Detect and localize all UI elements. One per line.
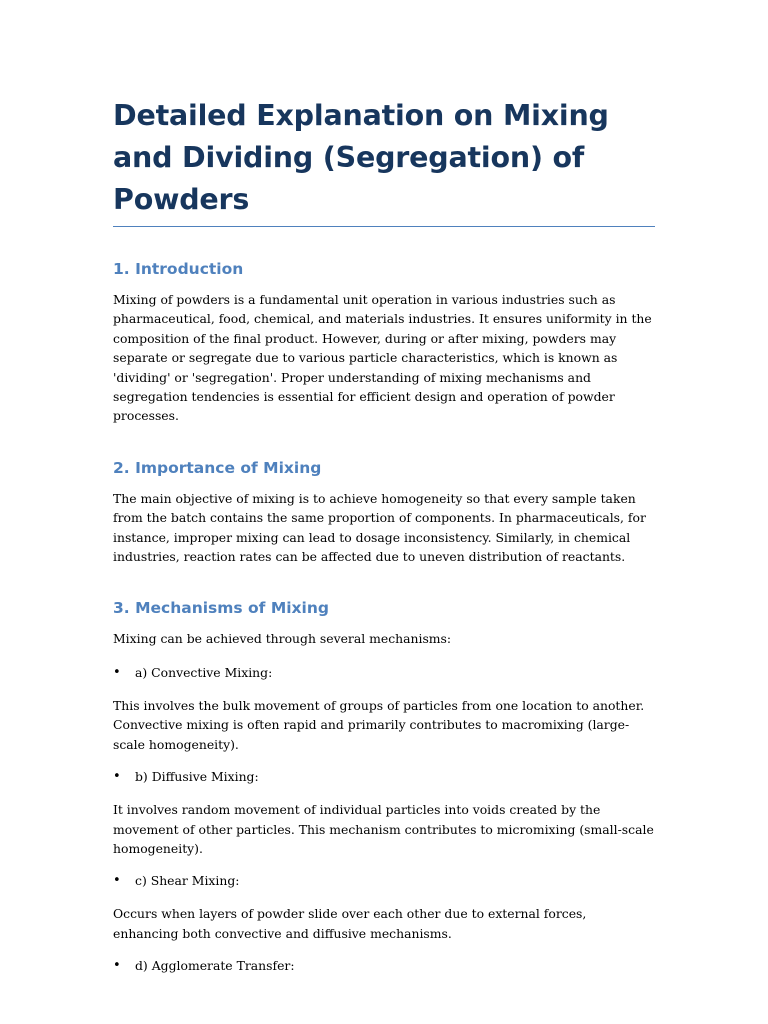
bullet-label: b) Diffusive Mixing: xyxy=(135,769,259,785)
bullet-icon: • xyxy=(113,769,121,785)
section-heading-importance-of-mixing: 2. Importance of Mixing xyxy=(113,458,322,477)
introduction-paragraph: Mixing of powders is a fundamental unit operation in various industries such as pharmaceutical, food, chemical, and materials industries. It ensures uniformity in the composition of the final product. However, during or after mixing, powders may separate or segregate due to various particle characteristics, which is known as 'dividing' or 'segregation'. Proper understanding of mixing mechanisms and segregation tendencies is essential for efficient design and operation of powder processes. xyxy=(113,292,652,424)
diffusive-mixing-description: It involves random movement of individual particles into voids created by the movement of other particles. This mechanism contributes to micromixing (small-scale homogeneity). xyxy=(113,802,654,856)
bullet-label: a) Convective Mixing: xyxy=(135,664,273,680)
section-heading-mechanisms-of-mixing: 3. Mechanisms of Mixing xyxy=(113,599,330,618)
convective-mixing-description: This involves the bulk movement of groups of particles from one location to another. Convective mixing is often rapid and primarily contributes to macromixing (large-scale homogeneity). xyxy=(113,697,645,752)
bullet-label: d) Agglomerate Transfer: xyxy=(135,958,295,974)
bullet-icon: • xyxy=(113,873,121,889)
document-page xyxy=(113,95,655,975)
bullet-icon: • xyxy=(113,664,121,680)
bullet-item-shear-mixing xyxy=(113,871,655,890)
bullet-item-agglomerate-transfer xyxy=(113,956,655,975)
bullet-icon: • xyxy=(113,958,121,974)
bullet-item-diffusive-mixing xyxy=(113,767,655,786)
document-title: Detailed Explanation on Mixing and Dividing (Segregation) of Powders xyxy=(113,95,655,227)
mechanisms-intro-paragraph: Mixing can be achieved through several mechanisms: xyxy=(113,631,452,647)
importance-paragraph: The main objective of mixing is to achieve homogeneity so that every sample taken from the batch contains the same proportion of components. In pharmaceuticals, for instance, improper mixing can lead to dosage inconsistency. Similarly, in chemical industries, reaction rates can be affected due to uneven distribution of reactants. xyxy=(113,490,646,565)
bullet-label: c) Shear Mixing: xyxy=(135,873,240,889)
shear-mixing-description: Occurs when layers of powder slide over each other due to external forces, enhancing both convective and diffusive mechanisms. xyxy=(113,906,587,941)
section-heading-introduction: 1. Introduction xyxy=(113,260,244,278)
bullet-item-convective-mixing xyxy=(113,663,655,682)
